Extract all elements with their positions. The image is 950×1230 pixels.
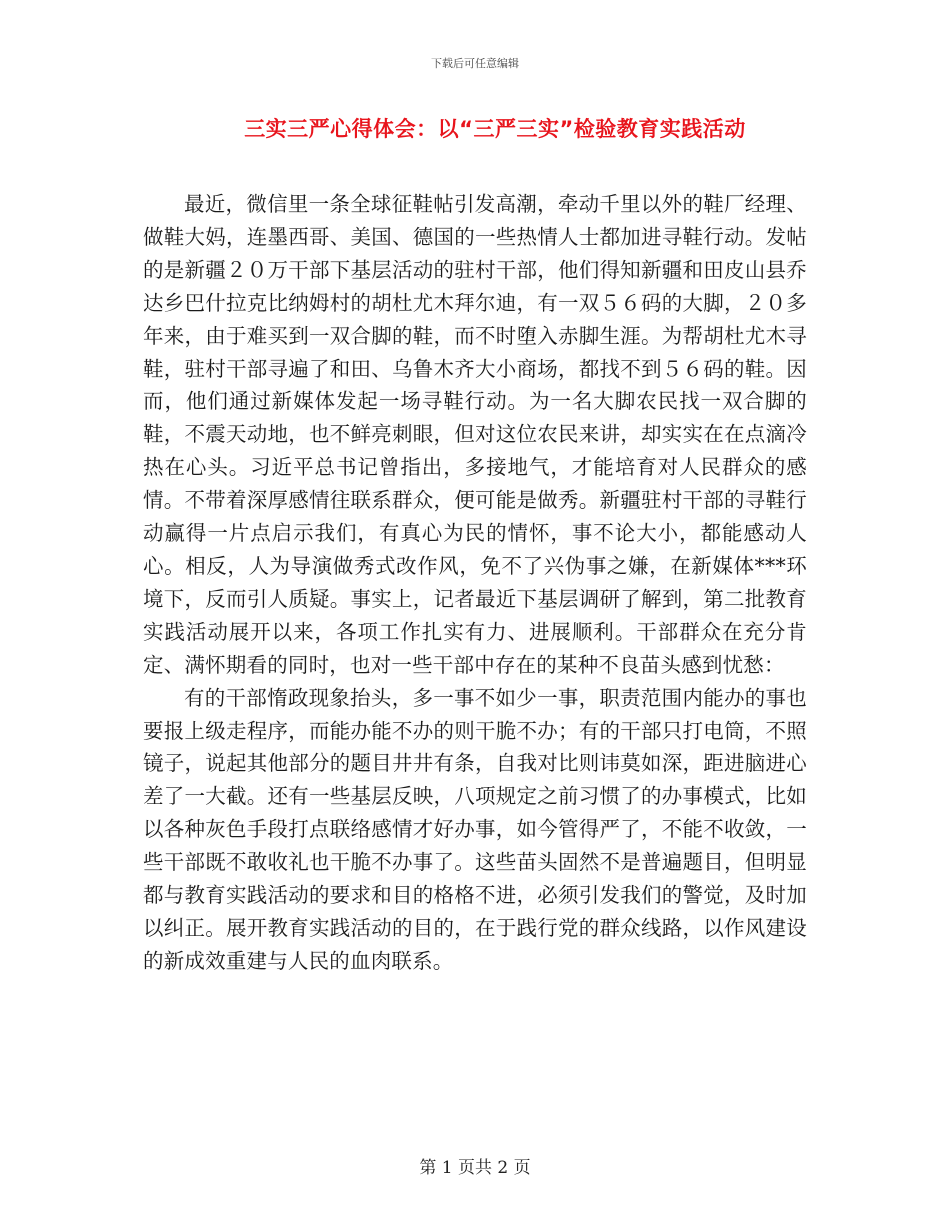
document-title: 三实三严心得体会：以“三严三实”检验教育实践活动 (244, 117, 746, 141)
body-paragraph: 最近，微信里一条全球征鞋帖引发高潮，牵动千里以外的鞋厂经理、做鞋大妈，连墨西哥、美国、德国的一些热情人士都加进寻鞋行动。发帖的是新疆２０万干部下基层活动的驻村干部，他们得知新疆和田皮山县乔达乡巴什拉克比纳姆村的胡杜尤木拜尔迪，有一双５６码的大脚，２０多年来，由于难买到一双合脚的鞋，而不时堕入赤脚生涯。为帮胡杜尤木寻鞋，驻村干部寻遍了和田、乌鲁木齐大小商场，都找不到５６码的鞋。因而，他们通过新媒体发起一场寻鞋行动。为一名大脚农民找一双合脚的鞋，不震天动地，也不鲜亮刺眼，但对这位农民来讲，却实实在在点滴冷热在心头。习近平总书记曾指出，多接地气，才能培育对人民群众的感情。不带着深厚感情往联系群众，便可能是做秀。新疆驻村干部的寻鞋行动赢得一片点启示我们，有真心为民的情怀，事不论大小，都能感动人心。相反，人为导演做秀式改作风，免不了兴伪事之嫌，在新媒体***环境下，反而引人质疑。事实上，记者最近下基层调研了解到，第二批教育实践活动展开以来，各项工作扎实有力、进展顺利。干部群众在充分肯定、满怀期看的同时，也对一些干部中存在的某种不良苗头感到忧愁： (143, 192, 807, 677)
page-number-footer: 第 1 页共 2 页 (419, 1158, 531, 1178)
document-body (143, 188, 807, 978)
header-note: 下载后可任意编辑 (431, 57, 519, 70)
body-paragraph: 有的干部惰政现象抬头，多一事不如少一事，职责范围内能办的事也要报上级走程序，而能办能不办的则干脆不办；有的干部只打电筒，不照镜子，说起其他部分的题目井井有条，自我对比则讳莫如深，距进脑进心差了一大截。还有一些基层反映，八项规定之前习惯了的办事模式，比如以各种灰色手段打点联络感情才好办事，如今管得严了，不能不收敛，一些干部既不敢收礼也干脆不办事了。这些苗头固然不是普遍题目，但明显都与教育实践活动的要求和目的格格不进，必须引发我们的警觉，及时加以纠正。展开教育实践活动的目的，在于践行党的群众线路，以作风建设的新成效重建与人民的血肉联系。 (143, 685, 807, 973)
